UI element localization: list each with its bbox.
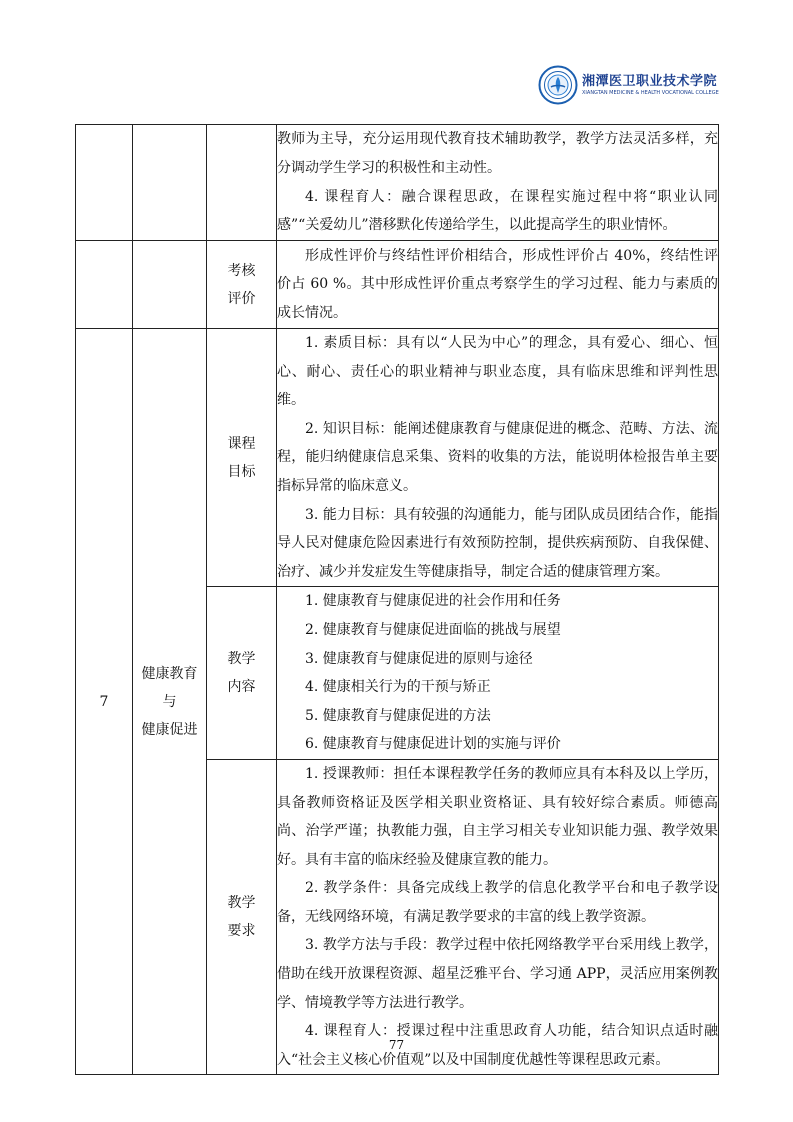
- college-logo: [538, 62, 728, 108]
- course-goal-label: 课程 目标: [207, 329, 277, 587]
- course-goal-row: [76, 329, 719, 587]
- empty-number-cell: [76, 241, 133, 329]
- assessment-label: 考核 评价: [207, 241, 277, 329]
- list-item: 3. 健康教育与健康促进的原则与途径: [305, 650, 533, 667]
- page-number: 77: [388, 1038, 405, 1052]
- course-goal-text: [277, 329, 719, 587]
- course-name: 健康教育 与 健康促进: [133, 329, 207, 1075]
- teaching-requirements-label: 教学 要求: [207, 759, 277, 1075]
- list-item: 2. 教学条件：具备完成线上教学的信息化教学平台和电子教学设备，无线网络环境，有满足教学要求的丰富的线上教学资源。: [277, 880, 718, 925]
- course-number: 7: [76, 329, 133, 1075]
- list-item: 3. 教学方法与手段：教学过程中依托网络教学平台采用线上教学，借助在线开放课程资源、超星泛雅平台、学习通 APP，灵活应用案例教学、情境教学等方法进行教学。: [277, 937, 718, 1011]
- list-item: 3. 能力目标：具有较强的沟通能力，能与团队成员团结合作，能指导人民对健康危险因素进行有效预防控制，提供疾病预防、自我保健、治疗、减少并发症发生等健康指导，制定合适的健康管理方案。: [277, 506, 718, 580]
- paragraph: 4. 课程育人：融合课程思政，在课程实施过程中将“职业认同感”“关爱幼儿”潜移默化传递给学生，以此提高学生的职业情怀。: [277, 188, 718, 234]
- list-item: 2. 知识目标：能阐述健康教育与健康促进的概念、范畴、方法、流程，能归纳健康信息采集、资料的收集的方法，能说明体检报告单主要指标异常的临床意义。: [277, 420, 718, 494]
- list-item: 2. 健康教育与健康促进面临的挑战与展望: [305, 621, 561, 638]
- list-item: 5. 健康教育与健康促进的方法: [305, 707, 491, 724]
- paragraph: 教师为主导，充分运用现代教育技术辅助教学，教学方法灵活多样，充分调动学生学习的积极性和主动性。: [277, 131, 718, 176]
- empty-label-cell: [207, 125, 277, 241]
- teaching-content-label: 教学 内容: [207, 587, 277, 760]
- list-item: 6. 健康教育与健康促进计划的实施与评价: [305, 736, 561, 753]
- list-item: 1. 素质目标：具有以“人民为中心”的理念，具有爱心、细心、恒心、耐心、责任心的职业精神与职业态度，具有临床思维和评判性思维。: [277, 335, 718, 409]
- list-item: 1. 健康教育与健康促进的社会作用和任务: [305, 593, 561, 610]
- continuation-row-teaching: [76, 125, 719, 241]
- teaching-requirements-text: [277, 759, 719, 1075]
- assessment-text: [277, 241, 719, 329]
- empty-course-cell: [133, 125, 207, 241]
- teaching-content-list: [277, 587, 719, 760]
- list-item: 4. 健康相关行为的干预与矫正: [305, 679, 491, 696]
- course-table: [75, 124, 719, 1075]
- teaching-requirements-continuation: [277, 125, 719, 241]
- paragraph: 形成性评价与终结性评价相结合，形成性评价占 40%，终结性评价占 60 %。其中形成性评价重点考察学生的学习过程、能力与素质的成长情况。: [277, 247, 718, 321]
- college-name-cn: 湘潭医卫职业技术学院: [582, 73, 718, 89]
- college-emblem-icon: [538, 65, 578, 105]
- assessment-row: [76, 241, 719, 329]
- empty-number-cell: [76, 125, 133, 241]
- empty-course-cell: [133, 241, 207, 329]
- list-item: 4. 课程育人：授课过程中注重思政育人功能，结合知识点适时融入“社会主义核心价值观”以及中国制度优越性等课程思政元素。: [277, 1023, 718, 1068]
- college-name-en: XIANGTAN MEDICINE & HEALTH VOCATIONAL COLLEGE: [582, 89, 719, 96]
- list-item: 1. 授课教师：担任本课程教学任务的教师应具有本科及以上学历，具备教师资格证及医学相关职业资格证、具有较好综合素质。师德高尚、治学严谨；执教能力强，自主学习相关专业知识能力强、教学效果好。具有丰富的临床经验及健康宣教的能力。: [277, 765, 718, 868]
